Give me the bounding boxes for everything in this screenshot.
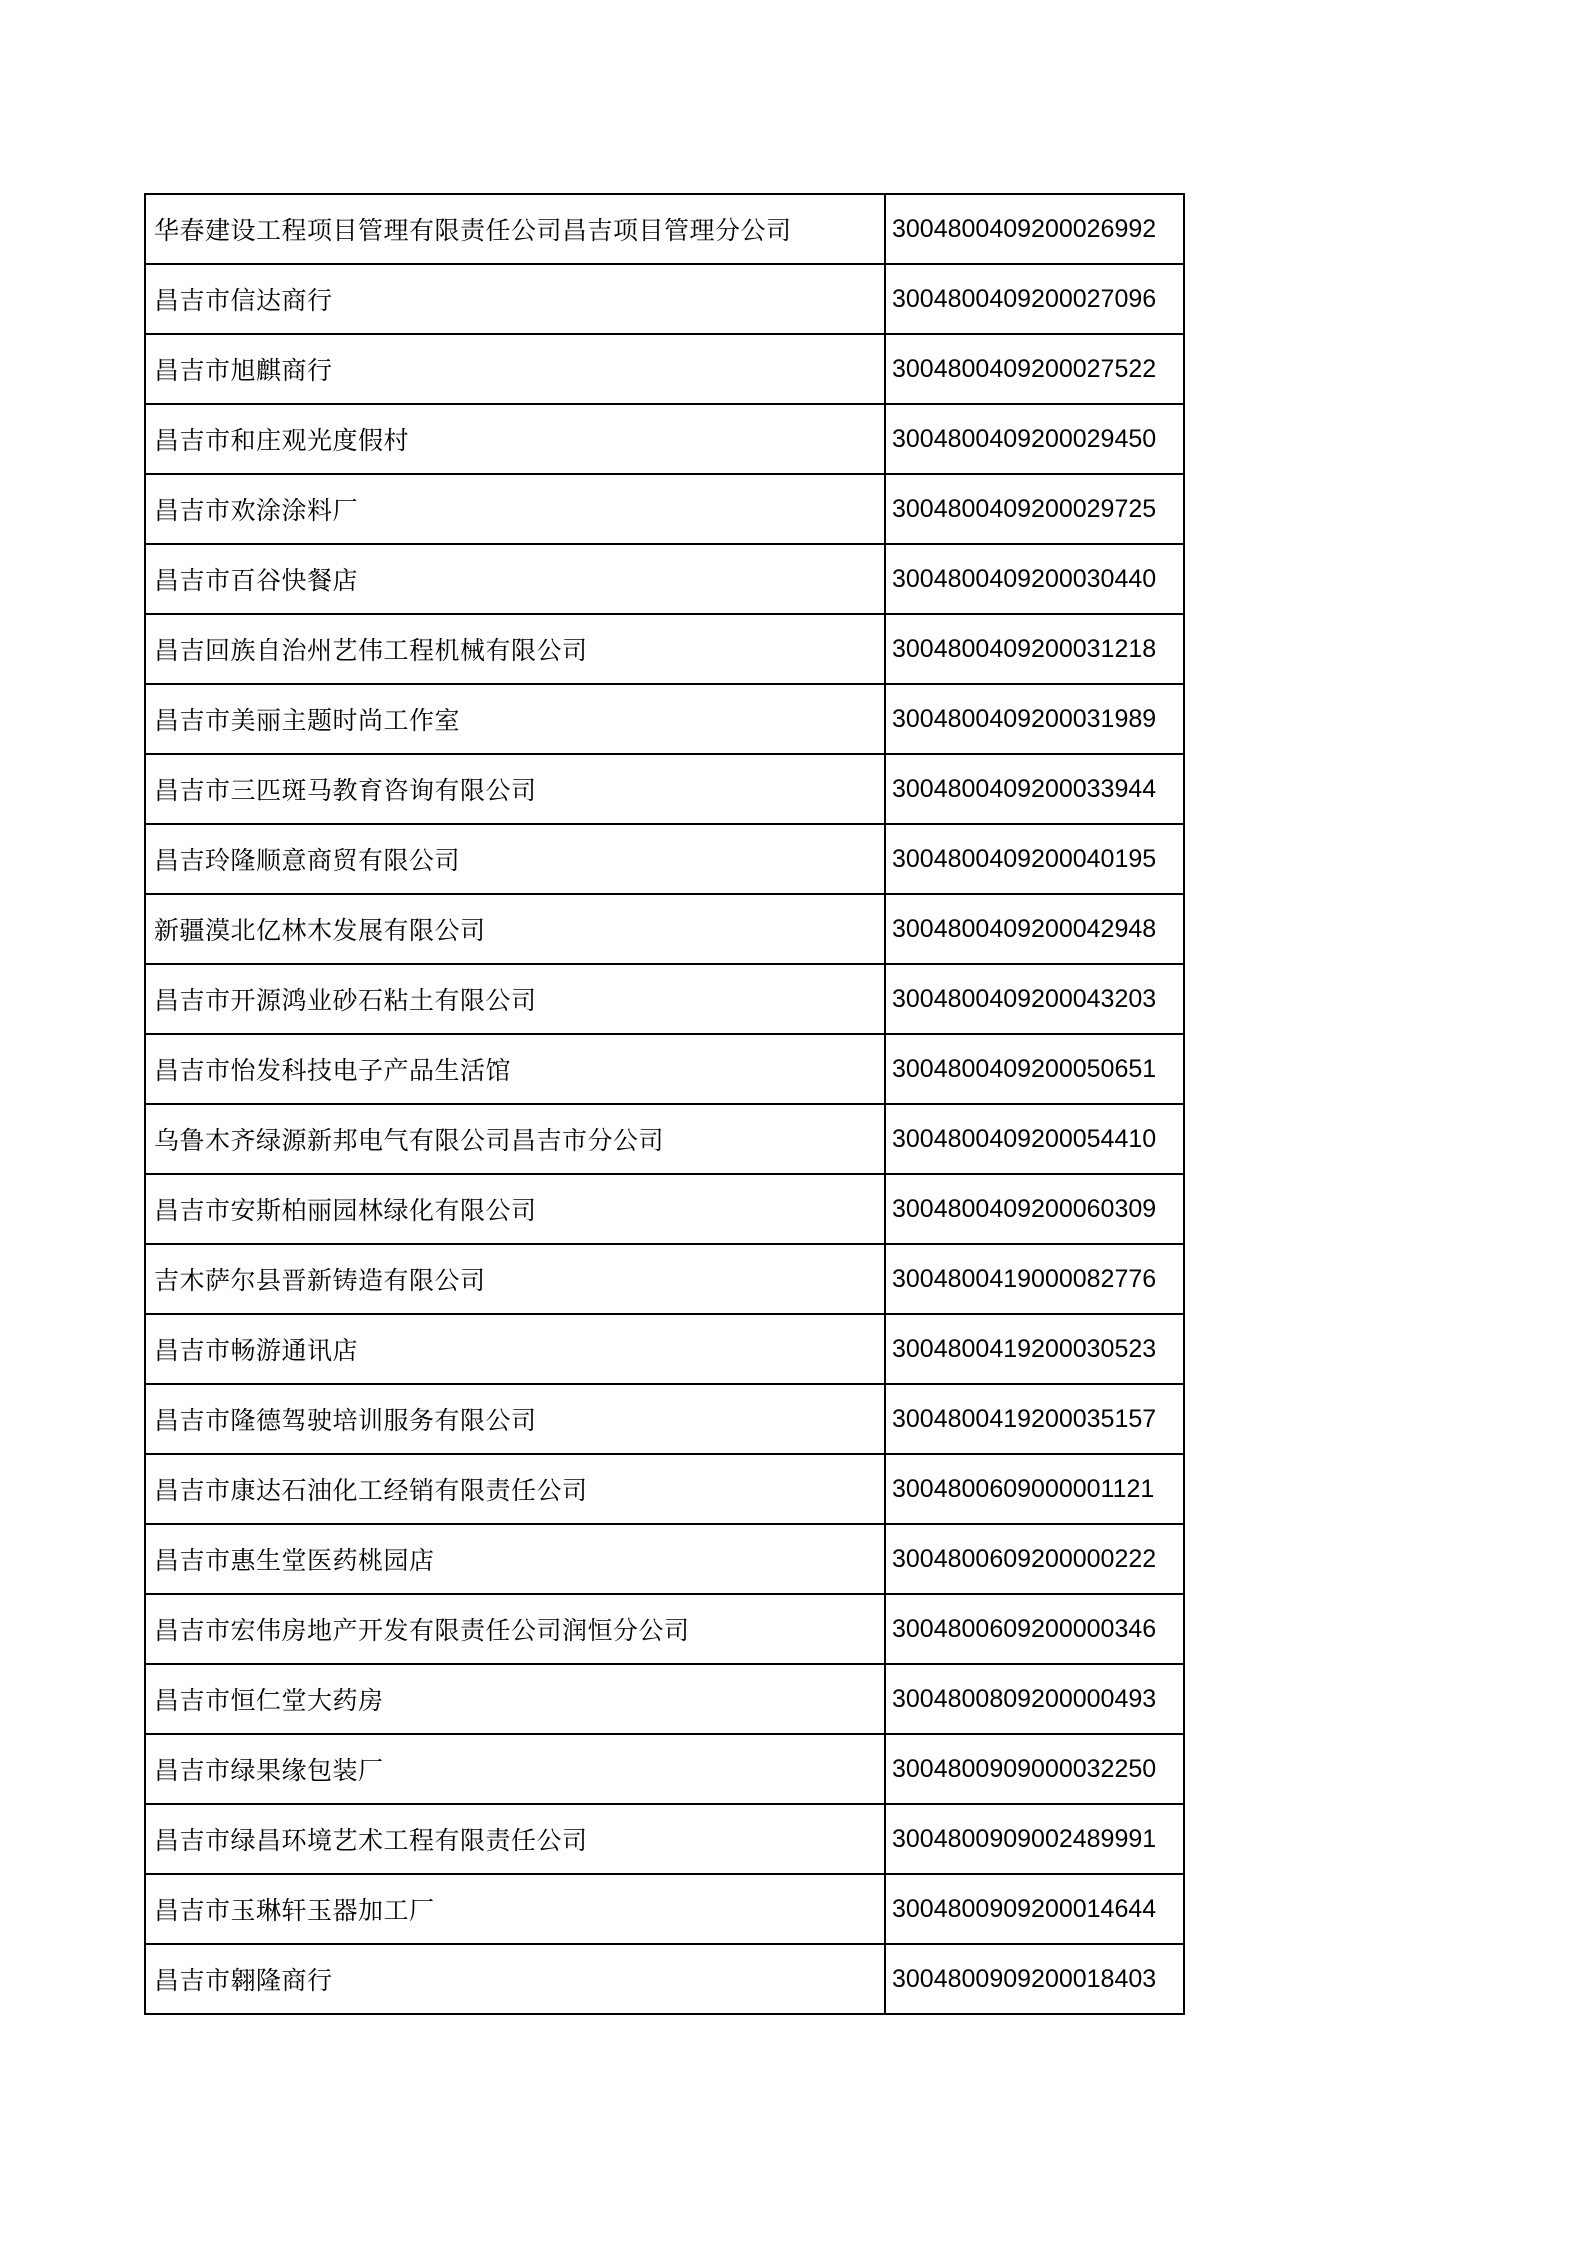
registration-code-cell: 3004800419200035157 <box>885 1384 1184 1454</box>
table-row <box>145 964 1184 1034</box>
company-name-cell: 昌吉市恒仁堂大药房 <box>145 1664 885 1734</box>
company-name-cell: 昌吉市欢涂涂料厂 <box>145 474 885 544</box>
table-row <box>145 474 1184 544</box>
registration-code-cell: 3004800409200050651 <box>885 1034 1184 1104</box>
table-row <box>145 1454 1184 1524</box>
company-name-cell: 昌吉市信达商行 <box>145 264 885 334</box>
table-row <box>145 1874 1184 1944</box>
registration-code-cell: 3004800609200000346 <box>885 1594 1184 1664</box>
table-row <box>145 1034 1184 1104</box>
registration-code-cell: 3004800909200018403 <box>885 1944 1184 2014</box>
table-row <box>145 1384 1184 1454</box>
registration-code-cell: 3004800909000032250 <box>885 1734 1184 1804</box>
company-name-cell: 昌吉市康达石油化工经销有限责任公司 <box>145 1454 885 1524</box>
registration-code-cell: 3004800409200054410 <box>885 1104 1184 1174</box>
registration-code-cell: 3004800909002489991 <box>885 1804 1184 1874</box>
table-row <box>145 1174 1184 1244</box>
registration-code-cell: 3004800409200031218 <box>885 614 1184 684</box>
company-name-cell: 新疆漠北亿林木发展有限公司 <box>145 894 885 964</box>
company-name-cell: 昌吉市翱隆商行 <box>145 1944 885 2014</box>
table-row <box>145 1104 1184 1174</box>
company-name-cell: 吉木萨尔县晋新铸造有限公司 <box>145 1244 885 1314</box>
table-row <box>145 894 1184 964</box>
table-row <box>145 1594 1184 1664</box>
company-name-cell: 昌吉市绿果缘包装厂 <box>145 1734 885 1804</box>
table-row <box>145 1244 1184 1314</box>
table-row <box>145 544 1184 614</box>
company-name-cell: 昌吉市美丽主题时尚工作室 <box>145 684 885 754</box>
registration-code-cell: 3004800409200027096 <box>885 264 1184 334</box>
company-name-cell: 昌吉回族自治州艺伟工程机械有限公司 <box>145 614 885 684</box>
table-row <box>145 1524 1184 1594</box>
company-name-cell: 昌吉市旭麒商行 <box>145 334 885 404</box>
registration-code-cell: 3004800409200043203 <box>885 964 1184 1034</box>
registration-code-cell: 3004800409200026992 <box>885 194 1184 264</box>
table-row <box>145 404 1184 474</box>
table-body <box>145 194 1184 2014</box>
company-name-cell: 昌吉市和庄观光度假村 <box>145 404 885 474</box>
registration-code-cell: 3004800419000082776 <box>885 1244 1184 1314</box>
table-row <box>145 754 1184 824</box>
company-name-cell: 昌吉市安斯柏丽园林绿化有限公司 <box>145 1174 885 1244</box>
company-code-table <box>144 193 1185 2015</box>
registration-code-cell: 3004800409200060309 <box>885 1174 1184 1244</box>
table-row <box>145 1734 1184 1804</box>
table-row <box>145 1944 1184 2014</box>
table-row <box>145 1804 1184 1874</box>
registration-code-cell: 3004800409200030440 <box>885 544 1184 614</box>
registration-code-cell: 3004800409200029450 <box>885 404 1184 474</box>
company-name-cell: 昌吉市百谷快餐店 <box>145 544 885 614</box>
registration-code-cell: 3004800609200000222 <box>885 1524 1184 1594</box>
registration-code-cell: 3004800409200033944 <box>885 754 1184 824</box>
registration-code-cell: 3004800609000001121 <box>885 1454 1184 1524</box>
company-name-cell: 华春建设工程项目管理有限责任公司昌吉项目管理分公司 <box>145 194 885 264</box>
table-row <box>145 334 1184 404</box>
table-row <box>145 614 1184 684</box>
company-name-cell: 昌吉市惠生堂医药桃园店 <box>145 1524 885 1594</box>
company-name-cell: 昌吉市怡发科技电子产品生活馆 <box>145 1034 885 1104</box>
registration-code-cell: 3004800409200031989 <box>885 684 1184 754</box>
company-name-cell: 昌吉玲隆顺意商贸有限公司 <box>145 824 885 894</box>
registration-code-cell: 3004800409200027522 <box>885 334 1184 404</box>
registration-code-cell: 3004800409200029725 <box>885 474 1184 544</box>
registration-code-cell: 3004800419200030523 <box>885 1314 1184 1384</box>
registration-code-cell: 3004800909200014644 <box>885 1874 1184 1944</box>
table-row <box>145 684 1184 754</box>
company-name-cell: 昌吉市隆德驾驶培训服务有限公司 <box>145 1384 885 1454</box>
registration-code-cell: 3004800409200040195 <box>885 824 1184 894</box>
company-name-cell: 昌吉市绿昌环境艺术工程有限责任公司 <box>145 1804 885 1874</box>
table-row <box>145 264 1184 334</box>
table-row <box>145 1664 1184 1734</box>
registration-code-cell: 3004800409200042948 <box>885 894 1184 964</box>
company-name-cell: 昌吉市玉琳轩玉器加工厂 <box>145 1874 885 1944</box>
table-row <box>145 1314 1184 1384</box>
registration-code-cell: 3004800809200000493 <box>885 1664 1184 1734</box>
company-name-cell: 昌吉市三匹斑马教育咨询有限公司 <box>145 754 885 824</box>
company-name-cell: 昌吉市开源鸿业砂石粘土有限公司 <box>145 964 885 1034</box>
table-row <box>145 194 1184 264</box>
company-name-cell: 昌吉市畅游通讯店 <box>145 1314 885 1384</box>
company-name-cell: 乌鲁木齐绿源新邦电气有限公司昌吉市分公司 <box>145 1104 885 1174</box>
company-name-cell: 昌吉市宏伟房地产开发有限责任公司润恒分公司 <box>145 1594 885 1664</box>
table-row <box>145 824 1184 894</box>
